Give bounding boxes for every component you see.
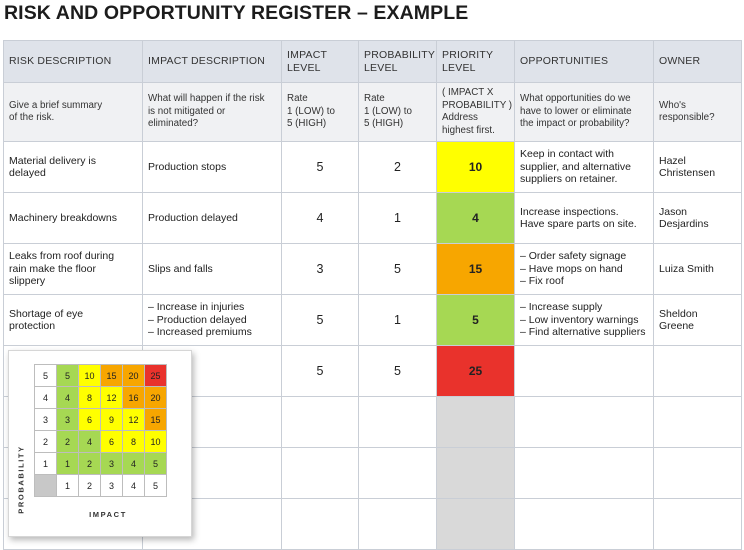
matrix-cell: 6: [79, 409, 101, 431]
header-text-line: LEVEL: [287, 61, 321, 74]
empty-cell: [282, 397, 359, 448]
header-priority-level: [437, 41, 515, 83]
cell-priority-level: 5: [437, 295, 515, 346]
cell-text-line: Increase inspections.: [520, 205, 619, 218]
matrix-cell: 20: [145, 387, 167, 409]
cell-opportunities: [515, 244, 654, 295]
guide-line: Rate: [287, 93, 308, 105]
cell-text-line: Leaks from roof during: [9, 250, 115, 263]
guide-row: [4, 83, 742, 142]
matrix-probability-label: 4: [35, 387, 57, 409]
matrix-cell: 8: [123, 431, 145, 453]
table-row: [4, 244, 742, 295]
header-opportunities: OPPORTUNITIES: [515, 41, 654, 83]
matrix-cell: 25: [145, 365, 167, 387]
header-risk-description: RISK DESCRIPTION: [4, 41, 143, 83]
cell-text-line: – Increased premiums: [148, 326, 252, 339]
cell-opportunities: [515, 142, 654, 193]
cell-probability-level: 1: [359, 193, 437, 244]
cell-owner: [654, 244, 742, 295]
cell-owner: [654, 295, 742, 346]
matrix-row: [35, 365, 167, 387]
matrix-cell: 16: [123, 387, 145, 409]
cell-risk-description: [4, 142, 143, 193]
cell-text-line: – Have mops on hand: [520, 262, 623, 275]
cell-text-line: – Low inventory warnings: [520, 313, 639, 326]
guide-impact-level: [282, 83, 359, 142]
guide-risk: [4, 83, 143, 142]
risk-matrix: [8, 350, 192, 537]
guide-line: highest first.: [442, 124, 495, 136]
cell-owner: [654, 142, 742, 193]
cell-priority-level: 25: [437, 346, 515, 397]
guide-line: 1 (LOW) to: [364, 105, 412, 117]
cell-probability-level: 1: [359, 295, 437, 346]
cell-text-line: Slips and falls: [148, 262, 213, 275]
cell-text-line: Keep in contact with: [520, 148, 614, 161]
matrix-impact-label: 4: [123, 475, 145, 497]
matrix-cell: 4: [123, 453, 145, 475]
cell-risk-description: [4, 244, 143, 295]
cell-owner: [654, 193, 742, 244]
cell-impact-level: 5: [282, 142, 359, 193]
cell-text-line: Luiza Smith: [659, 262, 714, 275]
matrix-cell: 10: [79, 365, 101, 387]
matrix-cell: 15: [101, 365, 123, 387]
matrix-cell: 4: [79, 431, 101, 453]
header-probability-level: [359, 41, 437, 83]
matrix-cell: 6: [101, 431, 123, 453]
guide-line: eliminated?: [148, 118, 199, 130]
matrix-row: [35, 431, 167, 453]
guide-line: Rate: [364, 93, 385, 105]
cell-impact-level: 5: [282, 295, 359, 346]
matrix-impact-label: 1: [57, 475, 79, 497]
matrix-probability-label: 3: [35, 409, 57, 431]
matrix-cell: 15: [145, 409, 167, 431]
cell-text-line: supplier, and alternative: [520, 160, 631, 173]
guide-line: What will happen if the risk: [148, 93, 265, 105]
cell-text-line: rain make the floor: [9, 262, 96, 275]
matrix-probability-label: 2: [35, 431, 57, 453]
header-impact-description: IMPACT DESCRIPTION: [143, 41, 282, 83]
empty-cell: [654, 397, 742, 448]
empty-cell: [359, 397, 437, 448]
table-row: [4, 142, 742, 193]
cell-probability-level: 5: [359, 346, 437, 397]
cell-text-line: Hazel: [659, 154, 686, 167]
cell-opportunities: [515, 193, 654, 244]
cell-impact-description: [143, 142, 282, 193]
cell-risk-description: [4, 295, 143, 346]
table-row: [4, 193, 742, 244]
empty-cell: [437, 448, 515, 499]
header-impact-level: [282, 41, 359, 83]
cell-text-line: delayed: [9, 167, 46, 179]
cell-impact-description: [143, 244, 282, 295]
empty-cell: [515, 448, 654, 499]
header-text-line: LEVEL: [364, 61, 398, 74]
guide-probability-level: [359, 83, 437, 142]
guide-opportunities: [515, 83, 654, 142]
matrix-impact-row: [35, 475, 167, 497]
matrix-cell: 9: [101, 409, 123, 431]
matrix-row: [35, 387, 167, 409]
guide-line: 5 (HIGH): [364, 118, 404, 130]
guide-line: of the risk.: [9, 112, 55, 123]
matrix-impact-label: 3: [101, 475, 123, 497]
cell-text-line: – Increase supply: [520, 301, 603, 314]
cell-text-line: Desjardins: [659, 218, 709, 230]
matrix-impact-label: 5: [145, 475, 167, 497]
cell-text-line: – Increase in injuries: [148, 301, 245, 314]
cell-text-line: Machinery breakdowns: [9, 211, 117, 224]
guide-line: ( IMPACT X: [442, 87, 494, 98]
cell-text-line: Production delayed: [148, 211, 238, 224]
guide-line: Give a brief summary: [9, 99, 103, 111]
page-title: RISK AND OPPORTUNITY REGISTER – EXAMPLE: [4, 2, 469, 24]
cell-opportunities: [515, 346, 654, 397]
guide-line: the impact or probability?: [520, 118, 630, 130]
guide-priority-level: [437, 83, 515, 142]
matrix-row: [35, 453, 167, 475]
cell-probability-level: 2: [359, 142, 437, 193]
header-text-line: LEVEL: [442, 61, 476, 74]
cell-text-line: Christensen: [659, 167, 716, 179]
cell-text-line: Have spare parts on site.: [520, 218, 637, 230]
cell-text-line: – Find alternative suppliers: [520, 326, 646, 339]
matrix-corner: [35, 475, 57, 497]
cell-text-line: – Fix roof: [520, 275, 564, 288]
cell-text-line: protection: [9, 320, 56, 332]
empty-cell: [654, 448, 742, 499]
cell-text-line: Sheldon: [659, 307, 698, 320]
cell-text-line: Production stops: [148, 160, 227, 173]
matrix-y-axis-label: PROBABILITY: [16, 445, 26, 514]
guide-line: What opportunities do we: [520, 93, 631, 105]
cell-risk-description: [4, 193, 143, 244]
cell-priority-level: 4: [437, 193, 515, 244]
cell-impact-level: 5: [282, 346, 359, 397]
guide-owner: [654, 83, 742, 142]
guide-line: 1 (LOW) to: [287, 105, 335, 117]
cell-text-line: Greene: [659, 320, 695, 332]
matrix-cell: 2: [79, 453, 101, 475]
cell-impact-level: 3: [282, 244, 359, 295]
matrix-cell: 3: [101, 453, 123, 475]
guide-line: Who's: [659, 99, 686, 111]
empty-cell: [515, 397, 654, 448]
cell-opportunities: [515, 295, 654, 346]
cell-text-line: suppliers on retainer.: [520, 173, 618, 186]
matrix-cell: 5: [57, 365, 79, 387]
table-row: [4, 295, 742, 346]
guide-line: 5 (HIGH): [287, 118, 327, 130]
matrix-grid: [34, 364, 167, 497]
guide-line: is not mitigated or: [148, 105, 226, 117]
matrix-row: [35, 409, 167, 431]
cell-impact-description: [143, 295, 282, 346]
matrix-impact-label: 2: [79, 475, 101, 497]
matrix-cell: 12: [101, 387, 123, 409]
header-row: [4, 41, 742, 83]
cell-impact-level: 4: [282, 193, 359, 244]
matrix-cell: 8: [79, 387, 101, 409]
matrix-cell: 10: [145, 431, 167, 453]
matrix-cell: 3: [57, 409, 79, 431]
cell-text-line: – Production delayed: [148, 313, 247, 326]
matrix-probability-label: 5: [35, 365, 57, 387]
header-text-line: PRIORITY: [442, 48, 494, 61]
matrix-cell: 5: [145, 453, 167, 475]
cell-priority-level: 15: [437, 244, 515, 295]
matrix-cell: 1: [57, 453, 79, 475]
matrix-cell: 12: [123, 409, 145, 431]
guide-line: PROBABILITY ): [442, 99, 513, 111]
empty-cell: [437, 397, 515, 448]
cell-text-line: Material delivery is: [9, 154, 96, 167]
cell-text-line: – Order safety signage: [520, 250, 627, 263]
guide-line: have to lower or eliminate: [520, 105, 632, 117]
cell-text-line: Jason: [659, 205, 688, 218]
cell-text-line: Shortage of eye: [9, 307, 84, 320]
cell-text-line: slippery: [9, 275, 46, 288]
header-text-line: IMPACT: [287, 48, 328, 61]
guide-impact-description: [143, 83, 282, 142]
cell-impact-description: [143, 193, 282, 244]
guide-line: responsible?: [659, 112, 715, 123]
matrix-cell: 4: [57, 387, 79, 409]
cell-owner: [654, 346, 742, 397]
empty-cell: [359, 448, 437, 499]
matrix-x-axis-label: IMPACT: [89, 510, 127, 519]
cell-priority-level: 10: [437, 142, 515, 193]
header-owner: OWNER: [654, 41, 742, 83]
guide-line: Address: [442, 112, 478, 123]
header-text-line: PROBABILITY: [364, 48, 436, 61]
matrix-probability-label: 1: [35, 453, 57, 475]
cell-probability-level: 5: [359, 244, 437, 295]
matrix-cell: 20: [123, 365, 145, 387]
empty-cell: [282, 448, 359, 499]
matrix-cell: 2: [57, 431, 79, 453]
